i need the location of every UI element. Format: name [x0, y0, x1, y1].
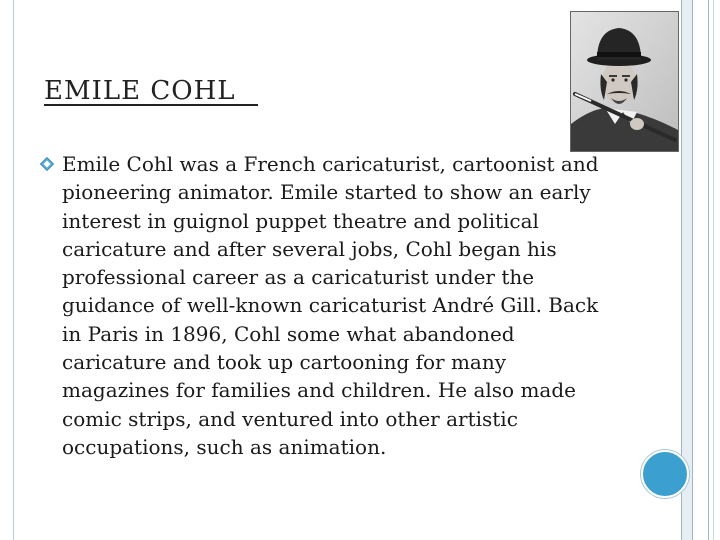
left-frame-line [13, 0, 14, 540]
portrait-illustration [571, 12, 678, 151]
bullet-body-text: Emile Cohl was a French caricaturist, cartoonist and pioneering animator. Emile started to show an early interest in guignol puppet theatre and political caricature and after several jobs, Cohl began his professional career as a caricaturist under the guidance of well-known caricaturist André Gill. Back in Paris in 1896, Cohl some what abandoned caricature and took up cartooning for many magazines for families and children. He also made comic strips, and ventured into other artistic occupations, such as animation. [62, 152, 599, 459]
diamond-bullet-icon [40, 157, 54, 171]
slide-title: EMILE COHL [44, 76, 236, 106]
right-frame-line [708, 0, 709, 540]
title-underline [44, 104, 258, 106]
accent-circle [641, 450, 689, 498]
portrait-photo [570, 11, 679, 152]
right-frame-line-outer [713, 0, 714, 540]
